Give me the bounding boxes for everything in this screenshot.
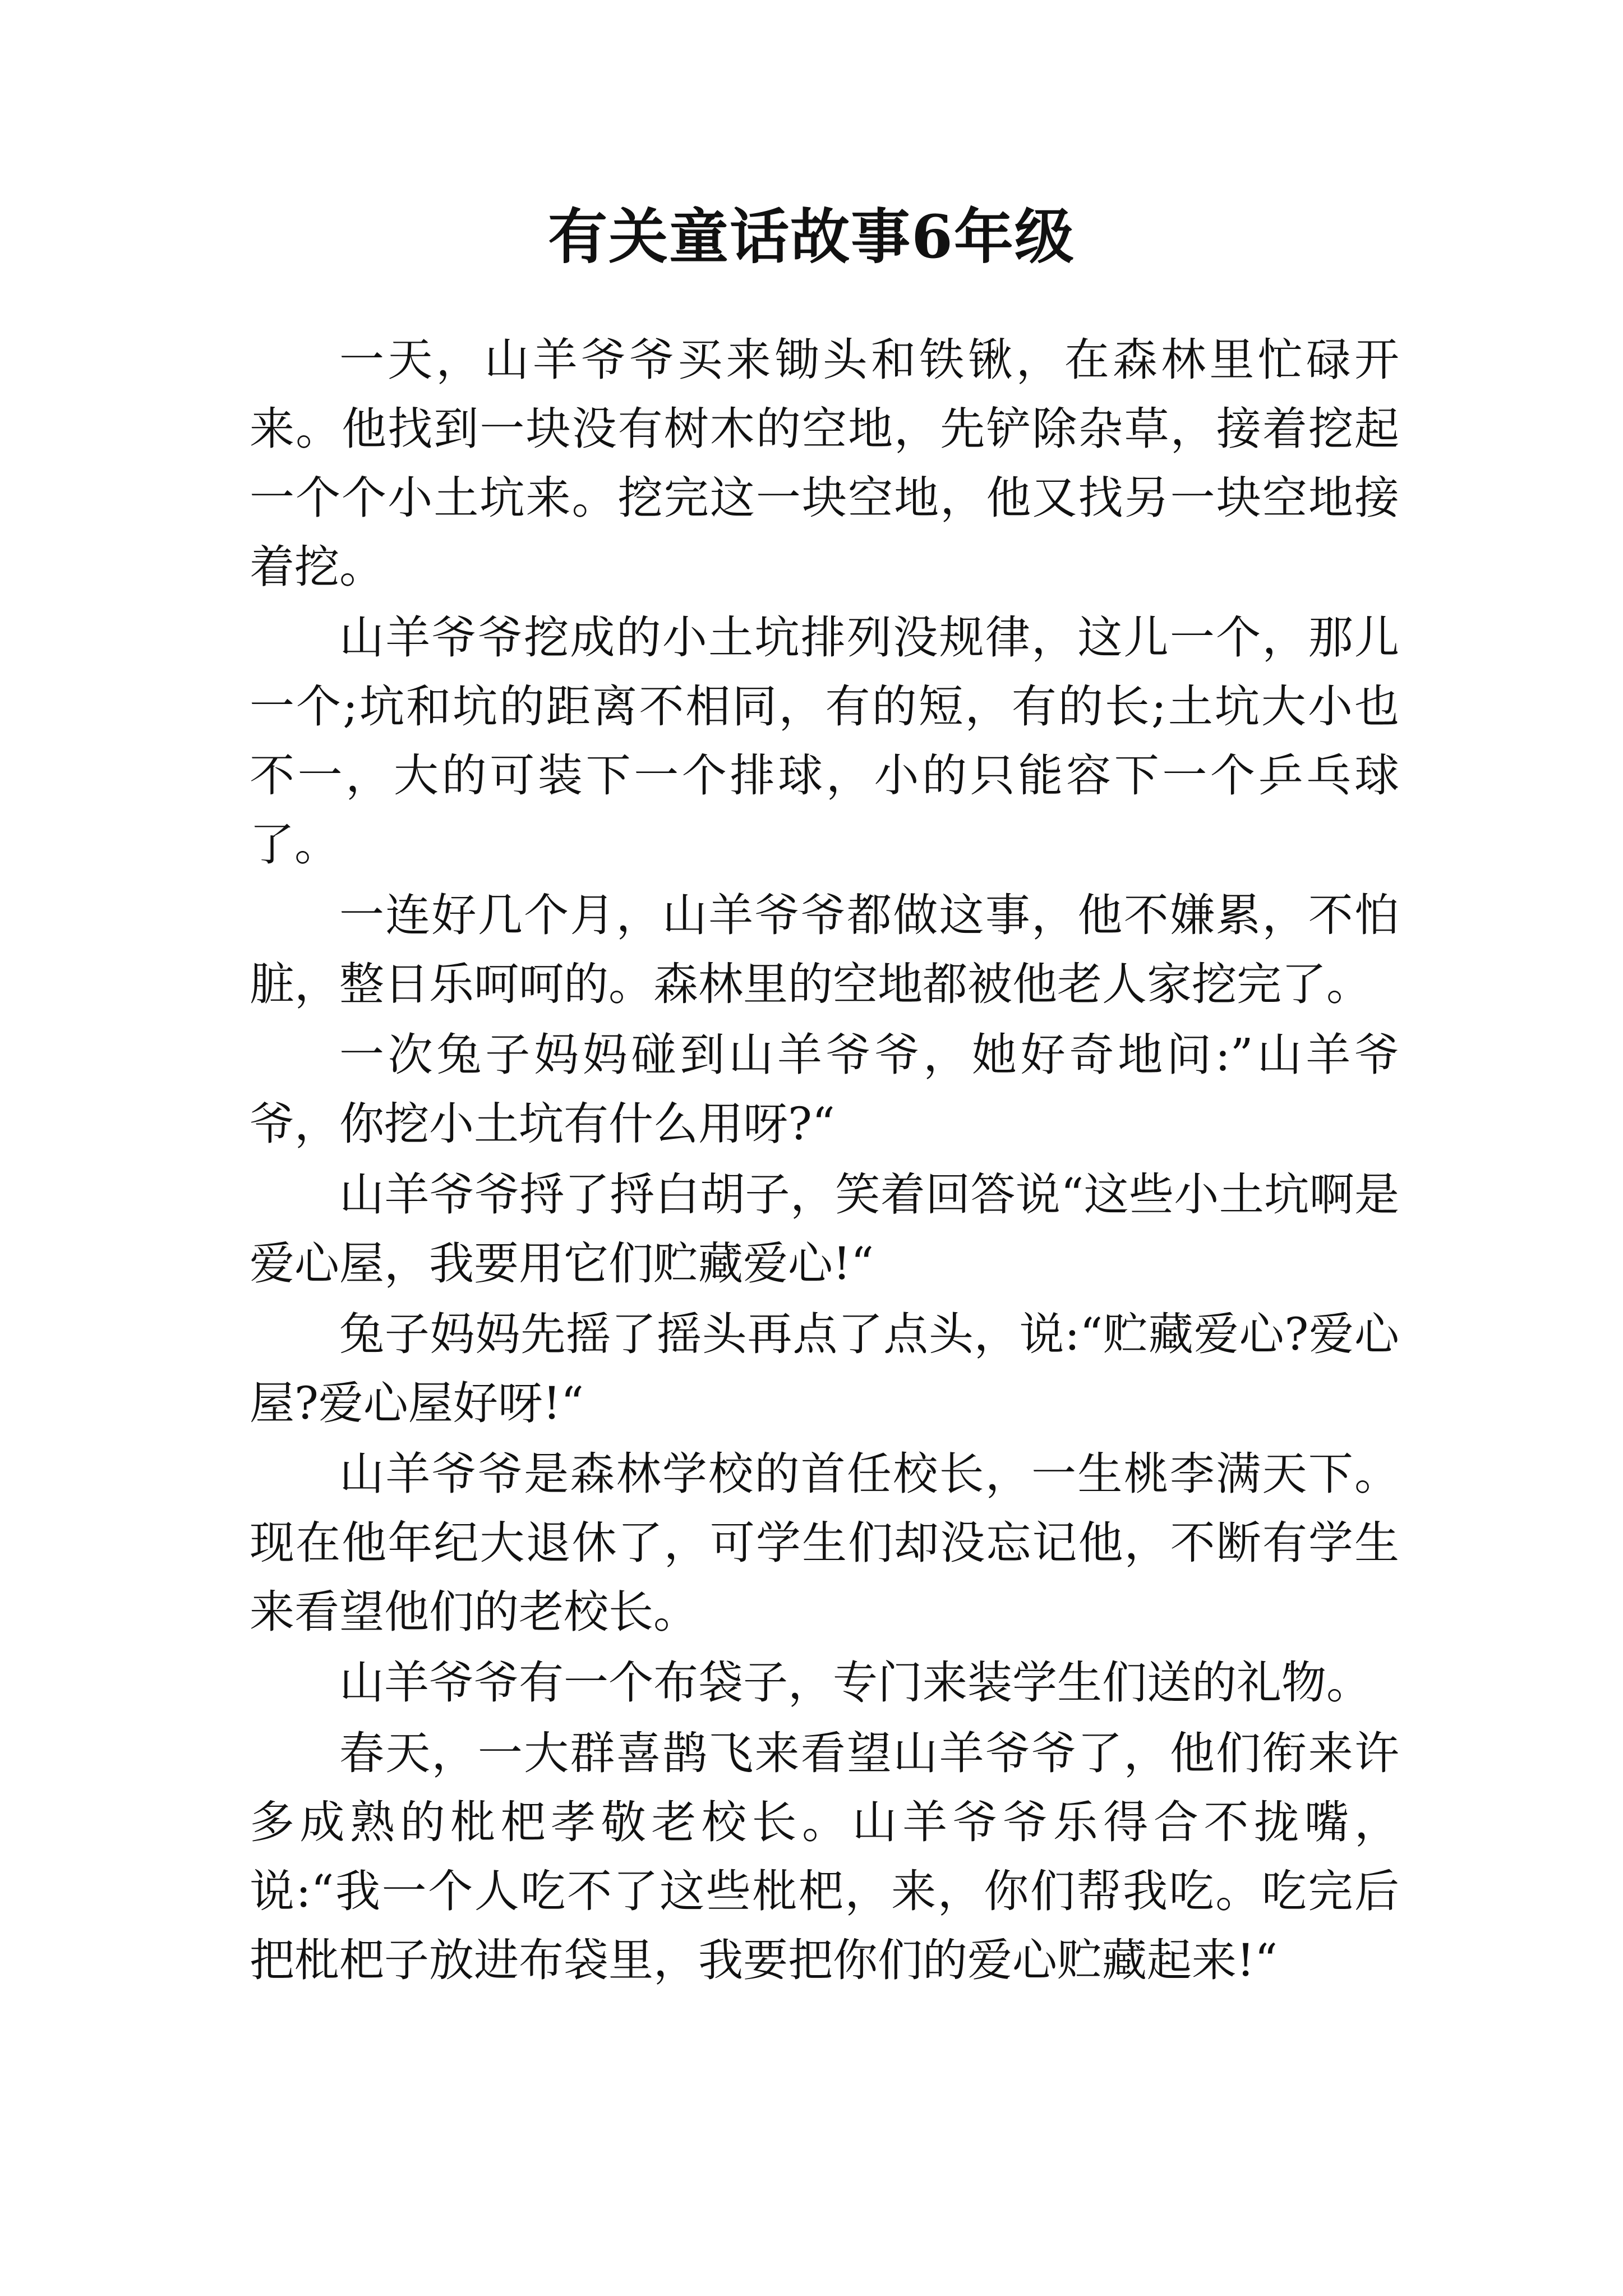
paragraph: 山羊爷爷挖成的小土坑排列没规律，这儿一个，那儿一个;坑和坑的距离不相同，有的短，有的长;土坑大小也不一，大的可装下一个排球，小的只能容下一个乒乓球了。	[250, 611, 1399, 871]
paragraph: 一天，山羊爷爷买来锄头和铁锹，在森林里忙碌开来。他找到一块没有树木的空地，先铲除杂草，接着挖起一个个小土坑来。挖完这一块空地，他又找另一块空地接着挖。	[250, 334, 1399, 593]
paragraph: 兔子妈妈先摇了摇头再点了点头，说:“贮藏爱心?爱心屋?爱心屋好呀!“	[250, 1308, 1399, 1429]
paragraph: 一次兔子妈妈碰到山羊爷爷，她好奇地问:”山羊爷爷，你挖小土坑有什么用呀?“	[250, 1029, 1399, 1150]
paragraph: 山羊爷爷是森林学校的首任校长，一生桃李满天下。现在他年纪大退休了，可学生们却没忘记他，不断有学生来看望他们的老校长。	[250, 1448, 1399, 1638]
document-title: 有关童话故事6年级	[548, 201, 1075, 272]
document-body	[250, 325, 1399, 1996]
paragraph: 春天，一大群喜鹊飞来看望山羊爷爷了，他们衔来许多成熟的枇杷孝敬老校长。山羊爷爷乐得合不拢嘴，说:“我一个人吃不了这些枇杷，来，你们帮我吃。吃完后把枇杷子放进布袋里，我要把你们的爱心贮藏起来!“	[250, 1727, 1399, 1986]
paragraph: 山羊爷爷捋了捋白胡子，笑着回答说“这些小土坑啊是爱心屋，我要用它们贮藏爱心!“	[250, 1168, 1399, 1290]
paragraph: 山羊爷爷有一个布袋子，专门来装学生们送的礼物。	[339, 1657, 1371, 1709]
paragraph: 一连好几个月，山羊爷爷都做这事，他不嫌累，不怕脏，整日乐呵呵的。森林里的空地都被他老人家挖完了。	[250, 889, 1399, 1010]
